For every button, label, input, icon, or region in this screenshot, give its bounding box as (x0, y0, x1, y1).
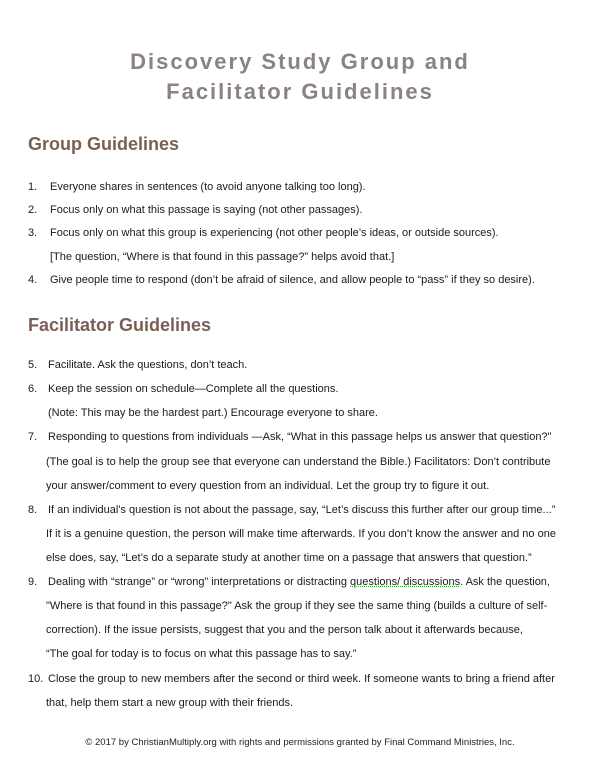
group-guidelines-heading: Group Guidelines (28, 134, 180, 154)
item-number: 1. (28, 181, 38, 193)
item-text: "Where is that found in this passage?" Ask the group if they see the same thing (builds a culture of self- (46, 600, 548, 612)
item-number: 7. (28, 431, 38, 443)
item-text: (The goal is to help the group see that everyone can understand the Bible.) Facilitators: Don’t contribute (46, 456, 551, 468)
item-number: 9. (28, 576, 38, 588)
item-text: correction). If the issue persists, suggest that you and the person talk about it afterwards because, (46, 624, 523, 636)
item-text: that, help them start a new group with their friends. (46, 697, 294, 709)
item-text: Everyone shares in sentences (to avoid anyone talking too long). (50, 181, 366, 193)
item-text: [The question, “Where is that found in this passage?” helps avoid that.] (50, 251, 395, 263)
item-number: 5. (28, 359, 38, 371)
item-text: your answer/comment to every question from an individual. Let the group try to figure it out. (46, 480, 490, 492)
item-text: Give people time to respond (don’t be afraid of silence, and allow people to “pass” if they so desire). (50, 274, 535, 286)
item-number: 10. (28, 673, 44, 685)
facilitator-guidelines-heading: Facilitator Guidelines (28, 315, 212, 335)
item-text: Facilitate. Ask the questions, don’t teach. (48, 359, 248, 371)
item-text: Focus only on what this group is experiencing (not other people’s ideas, or outside sources). (50, 227, 499, 239)
item-text: Keep the session on schedule—Complete all the questions. (48, 383, 339, 395)
item-number: 2. (28, 204, 38, 216)
item-text: (Note: This may be the hardest part.) Encourage everyone to share. (48, 407, 378, 419)
title-line-1: Discovery Study Group and (130, 49, 470, 74)
item-number: 8. (28, 504, 38, 516)
item-text: Close the group to new members after the second or third week. If someone wants to bring a friend after (48, 673, 555, 685)
item-text-part: . Ask the question, (460, 576, 550, 588)
item-number: 3. (28, 227, 38, 239)
item-text: Focus only on what this passage is saying (not other passages). (50, 204, 363, 216)
title-line-2: Facilitator Guidelines (166, 79, 434, 104)
item-number: 6. (28, 383, 38, 395)
item-text: If an individual's question is not about the passage, say, “Let’s discuss this further after our group time...” (48, 504, 556, 516)
item-text (48, 575, 550, 589)
item-text: “The goal for today is to focus on what this passage has to say.” (46, 648, 357, 660)
item-text: If it is a genuine question, the person will make time afterwards. If you don’t know the answer and no one (46, 528, 556, 540)
item-text: else does, say, “Let’s do a separate study at another time on a passage that answers that question.” (46, 552, 532, 564)
spellcheck-underlined-text: questions/ discussions (350, 576, 461, 588)
copyright-footer: © 2017 by ChristianMultiply.org with rights and permissions granted by Final Command Ministries, Inc. (85, 737, 515, 748)
item-text-part: Dealing with “strange” or “wrong” interpretations or distracting (48, 576, 351, 588)
item-number: 4. (28, 274, 38, 286)
item-text: Responding to questions from individuals —Ask, “What in this passage helps us answer that question?" (48, 431, 552, 443)
